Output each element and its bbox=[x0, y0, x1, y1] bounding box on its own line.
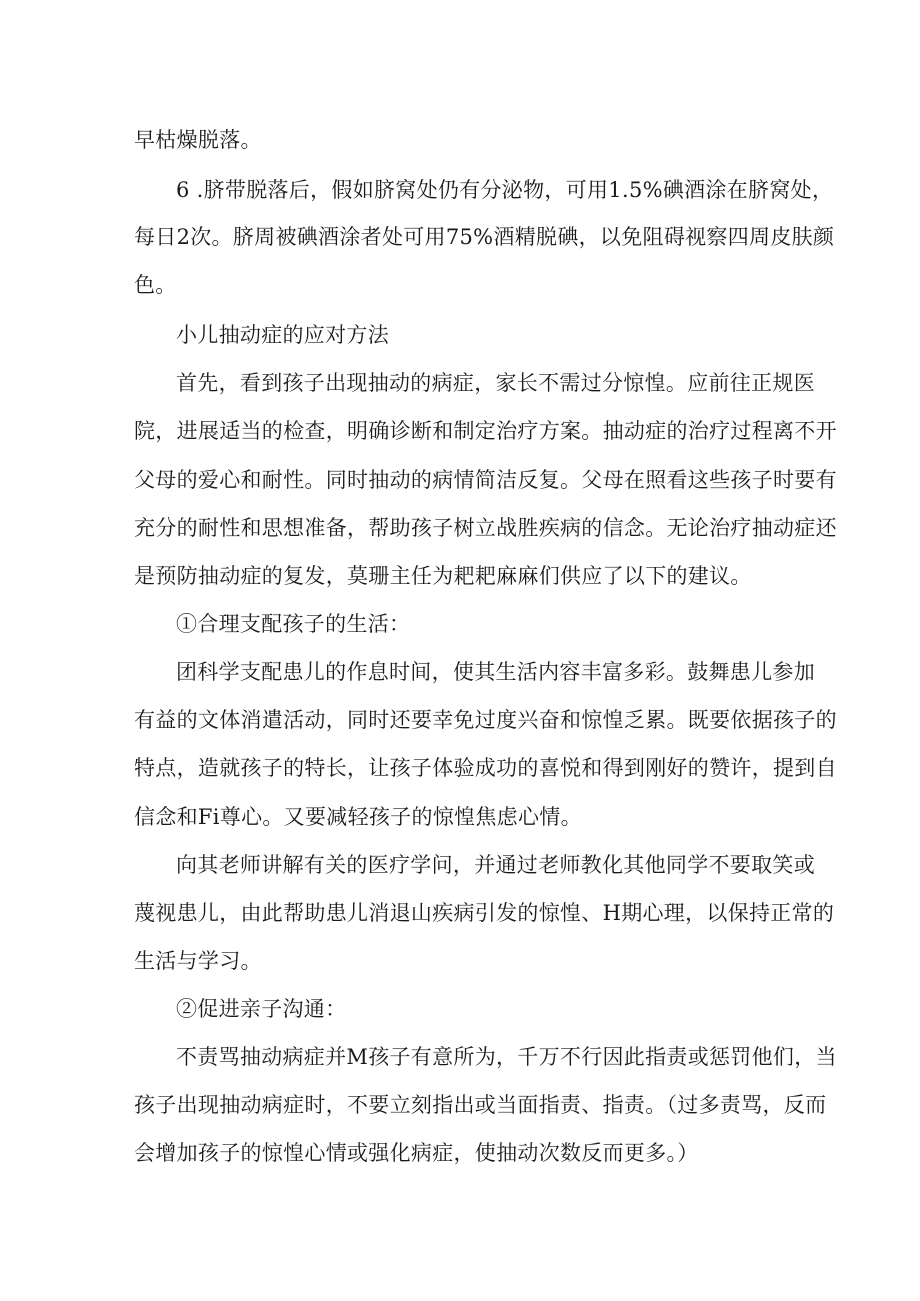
paragraph-line: 会增加孩子的惊惶心情或强化病症，使抽动次数反而更多。） bbox=[134, 1141, 699, 1165]
paragraph-line: 蔑视患儿，由此帮助患儿消退山疾病引发的惊惶、H期心理，以保持正常的 bbox=[134, 901, 835, 925]
paragraph-line: 充分的耐性和思想准备，帮助孩子树立战胜疾病的信念。无论治疗抽动症还 bbox=[134, 516, 837, 540]
paragraph-line: 信念和Fi尊心。又要减轻孩子的惊惶焦虑心情。 bbox=[134, 805, 582, 829]
section-heading: 小儿抽动症的应对方法 bbox=[176, 323, 389, 347]
paragraph-line: 生活与学习。 bbox=[134, 949, 262, 973]
paragraph-line: 院，进展适当的检查，明确诊断和制定治疗方案。抽动症的治疗过程离不开 bbox=[134, 419, 837, 443]
paragraph-line: 不责骂抽动病症并M孩子有意所为，千万不行因此指责或惩罚他们，当 bbox=[176, 1045, 837, 1069]
paragraph-line: 孩子出现抽动病症时，不要立刻指出或当面指责、指责。（过多责骂，反而 bbox=[134, 1093, 827, 1117]
paragraph-line: 早枯燥脱落。 bbox=[134, 128, 262, 152]
paragraph-line: 特点，造就孩子的特长，让孩子体验成功的喜悦和得到刚好的赞许，提到自 bbox=[134, 756, 837, 780]
paragraph-line: 每日2次。脐周被碘酒涂者处可用75%酒精脱碘，以免阻碍视察四周皮肤颜 bbox=[134, 225, 835, 249]
paragraph-line: 是预防抽动症的复发，莫珊主任为耙耙麻麻们供应了以下的建议。 bbox=[134, 564, 752, 588]
paragraph-line: 色。 bbox=[134, 273, 177, 297]
paragraph-line: 首先，看到孩子出现抽动的病症，家长不需过分惊惶。应前往正规医 bbox=[176, 371, 815, 395]
paragraph-line: 6 .脐带脱落后，假如脐窝处仍有分泌物，可用1.5%碘酒涂在脐窝处， bbox=[176, 178, 834, 202]
subheading: ①合理支配孩子的生活： bbox=[176, 612, 411, 636]
paragraph-line: 向其老师讲解有关的医疗学问，并通过老师教化其他同学不要取笑或 bbox=[176, 853, 815, 877]
subheading: ②促进亲子沟通： bbox=[176, 997, 347, 1021]
paragraph-line: 父母的爱心和耐性。同时抽动的病情简洁反复。父母在照看这些孩子时要有 bbox=[134, 468, 837, 492]
paragraph-line: 团科学支配患儿的作息时间，使其生活内容丰富多彩。鼓舞患儿参加 bbox=[176, 660, 815, 684]
paragraph-line: 有益的文体消遣活动，同时还要幸免过度兴奋和惊惶乏累。既要依据孩子的 bbox=[134, 708, 837, 732]
